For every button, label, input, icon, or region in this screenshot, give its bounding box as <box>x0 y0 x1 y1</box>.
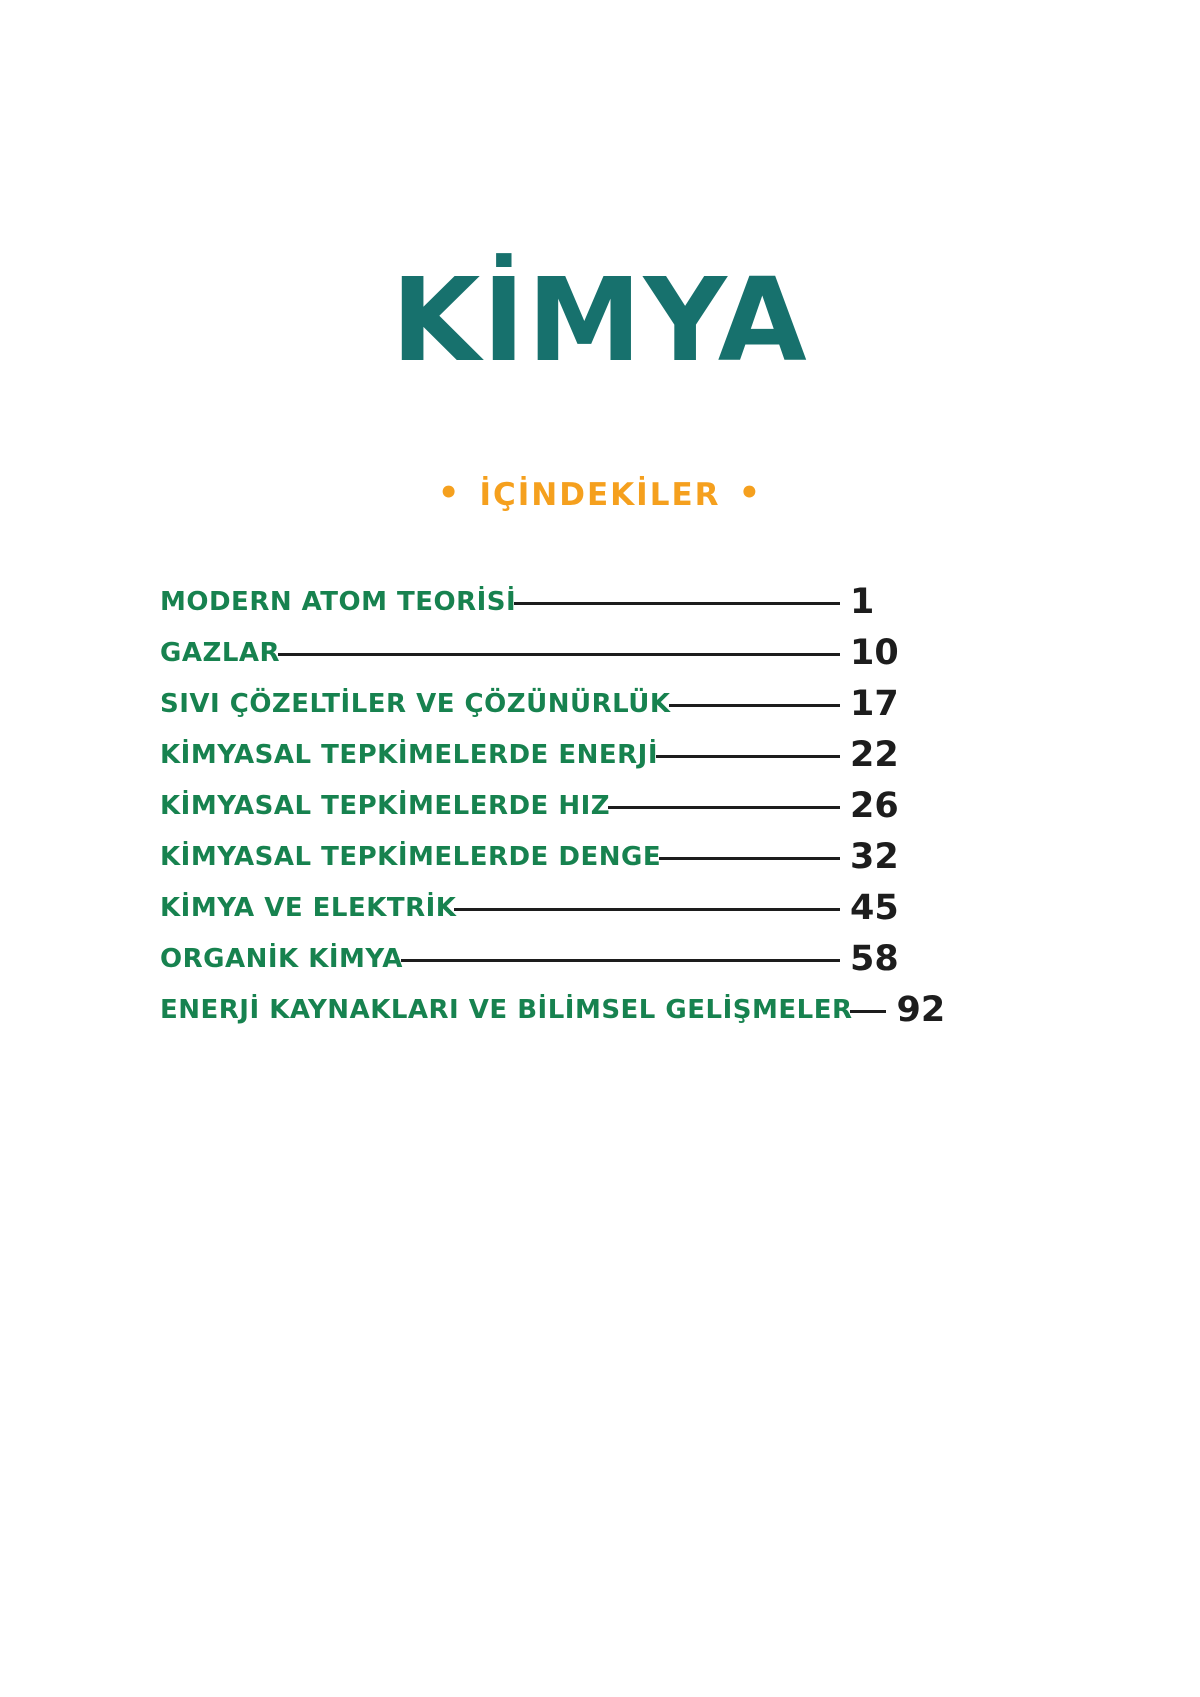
toc-item-label: GAZLAR <box>160 638 281 668</box>
toc-leader-line <box>401 959 840 962</box>
toc-page-number: 92 <box>896 990 946 1030</box>
toc-item-label: SIVI ÇÖZELTİLER VE ÇÖZÜNÜRLÜK <box>160 689 671 719</box>
toc-leader-line <box>454 908 840 911</box>
toc-row <box>160 679 908 730</box>
right-bullet-decoration-icon: • <box>738 472 763 513</box>
toc-leader-line <box>656 755 840 758</box>
toc-page-number: 10 <box>850 633 899 673</box>
contents-heading <box>0 472 1200 513</box>
page-title: KİMYA <box>391 254 809 388</box>
toc-item-label: KİMYASAL TEPKİMELERDE DENGE <box>160 842 662 872</box>
toc-page-number: 26 <box>850 786 899 826</box>
toc-item-label: ORGANİK KİMYA <box>160 944 403 974</box>
left-bullet-decoration-icon: • <box>437 472 462 513</box>
toc-item-label: MODERN ATOM TEORİSİ <box>160 587 517 617</box>
toc-page-number: 58 <box>850 939 899 979</box>
toc-row <box>160 934 908 985</box>
table-of-contents <box>160 577 946 1036</box>
toc-row <box>160 730 908 781</box>
toc-page-number: 22 <box>850 735 899 775</box>
toc-page-number: 1 <box>850 582 875 622</box>
toc-leader-line <box>669 704 841 707</box>
toc-leader-line <box>659 857 840 860</box>
toc-item-label: KİMYASAL TEPKİMELERDE ENERJİ <box>160 740 659 770</box>
toc-leader-line <box>278 653 840 656</box>
contents-heading-text: İÇİNDEKİLER <box>479 476 721 513</box>
toc-item-label: KİMYA VE ELEKTRİK <box>160 893 457 923</box>
toc-page-number: 45 <box>850 888 899 928</box>
toc-row <box>160 781 908 832</box>
toc-row <box>160 883 908 934</box>
toc-row <box>160 832 908 883</box>
toc-page-number: 32 <box>850 837 899 877</box>
toc-row <box>160 577 908 628</box>
toc-row <box>160 985 946 1036</box>
toc-item-label: ENERJİ KAYNAKLARI VE BİLİMSEL GELİŞMELER <box>160 995 853 1025</box>
toc-item-label: KİMYASAL TEPKİMELERDE HIZ <box>160 791 611 821</box>
toc-leader-line <box>850 1010 886 1013</box>
toc-leader-line <box>608 806 840 809</box>
toc-row <box>160 628 908 679</box>
toc-page-number: 17 <box>850 684 899 724</box>
toc-leader-line <box>514 602 840 605</box>
